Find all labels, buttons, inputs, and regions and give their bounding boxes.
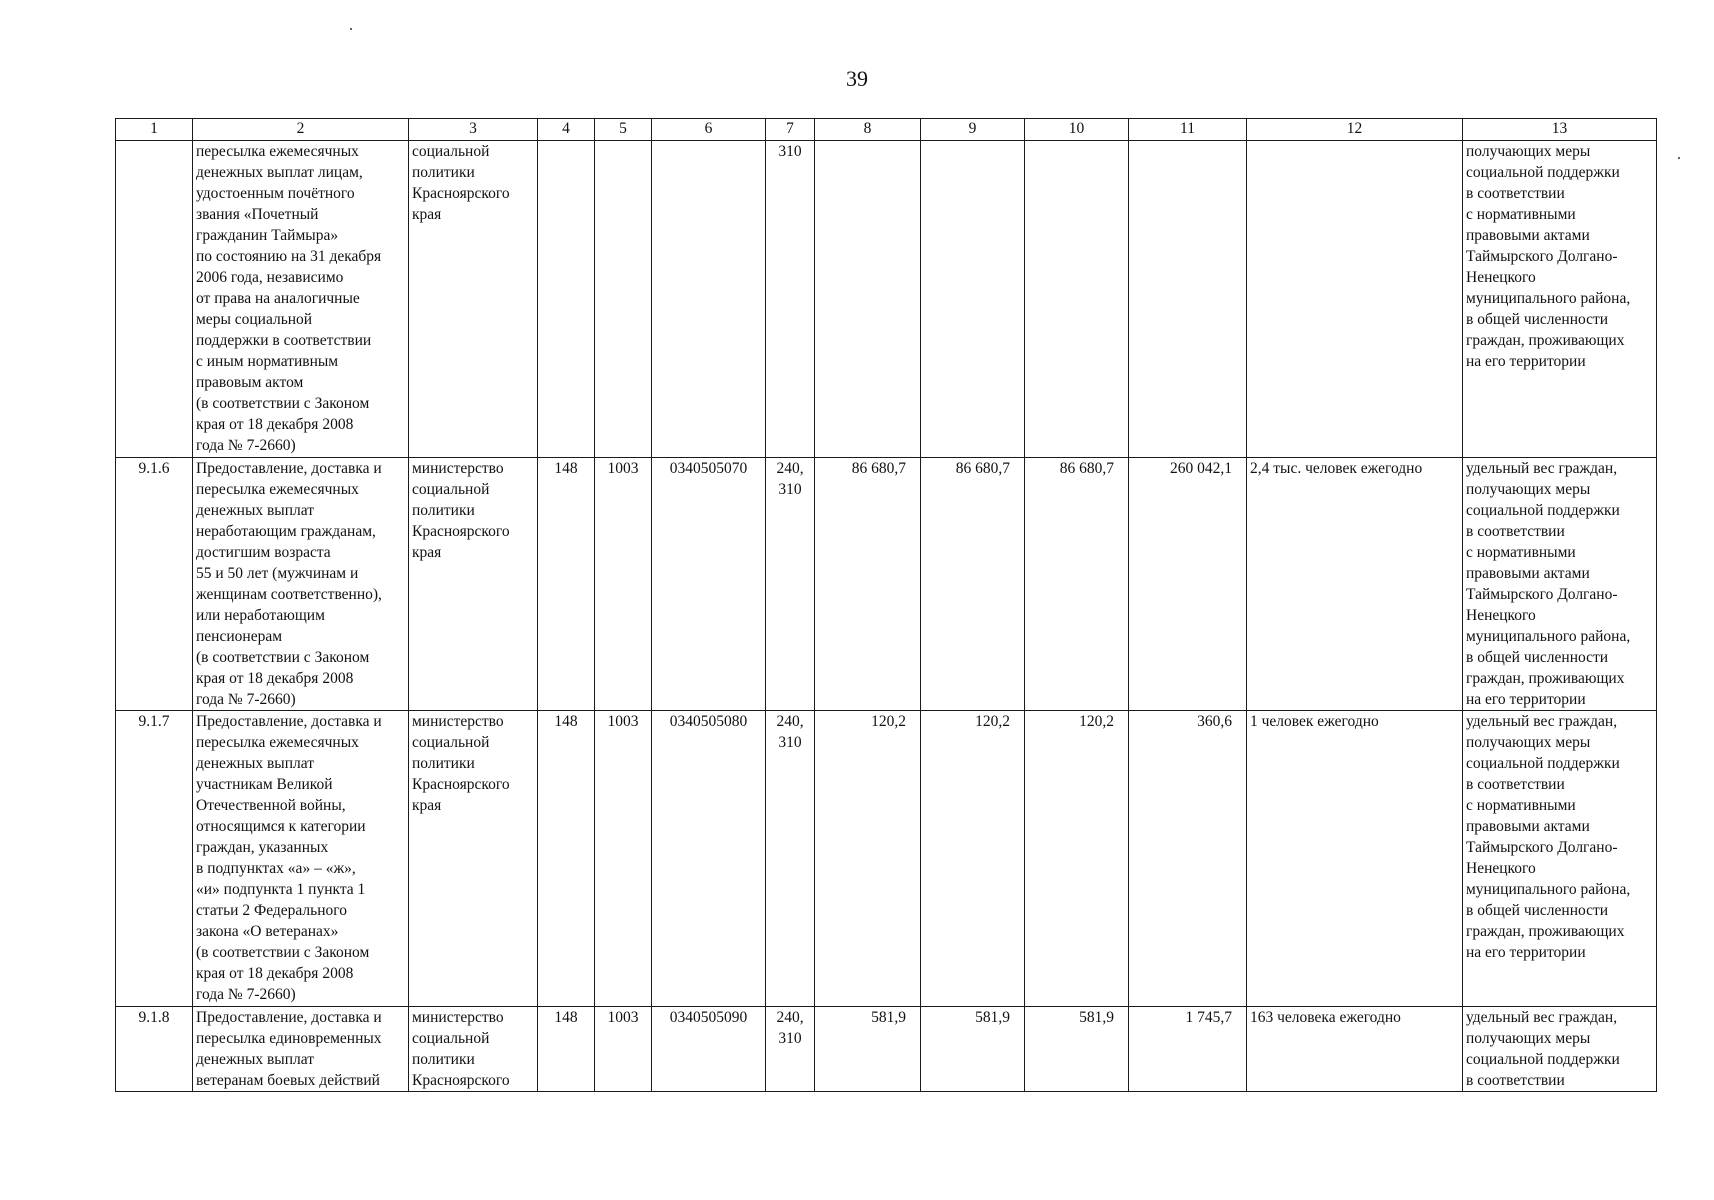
- indicator: [1463, 458, 1657, 711]
- column-number-row: [116, 119, 1657, 141]
- item-number: 9.1.7: [116, 711, 193, 1007]
- section-code: 1003: [595, 1007, 652, 1092]
- expense-type-text: 240, 310: [776, 713, 804, 751]
- measure-description: [193, 141, 409, 458]
- measure-description-text: пересылка ежемесячных денежных выплат лицам, удостоенным почётного звания «Почетный гражданин Таймыра» по состоянию на 31 декабря 2006 года, независимо от права на аналогичные меры социальной поддержки в соответствии с иным нормативным правовым актом (в соответствии с Законом края от 18 декабря 2008 года № 7-2660): [196, 143, 382, 454]
- administrator: [409, 1007, 538, 1092]
- budget-measures-table: [115, 118, 1657, 1092]
- amount-total: 360,6: [1129, 711, 1247, 1007]
- amount-year-2: 581,9: [921, 1007, 1025, 1092]
- amount-total: 1 745,7: [1129, 1007, 1247, 1092]
- administrator-text: социальной политики Красноярского края: [412, 143, 510, 223]
- administrator-text: министерство социальной политики Красноярского края: [412, 713, 510, 814]
- measure-description-text: Предоставление, доставка и пересылка ежемесячных денежных выплат неработающим гражданам, достигшим возраста 55 и 50 лет (мужчинам и женщинам соответственно), или неработающим пенсионерам (в соответствии с Законом края от 18 декабря 2008 года № 7-2660): [196, 460, 382, 708]
- amount-year-2: 120,2: [921, 711, 1025, 1007]
- expense-type-text: 240, 310: [776, 1009, 804, 1047]
- expense-type: [766, 711, 815, 1007]
- indicator: [1463, 711, 1657, 1007]
- administrator: [409, 458, 538, 711]
- amount-year-1: 86 680,7: [815, 458, 921, 711]
- indicator-text: удельный вес граждан, получающих меры социальной поддержки в соответствии с нормативными правовыми актами Таймырского Долгано- Ненецкого муниципального района, в общей численности граждан, проживающих на его территории: [1466, 460, 1631, 708]
- section-code: 1003: [595, 458, 652, 711]
- column-number: 12: [1247, 119, 1463, 141]
- column-number: 11: [1129, 119, 1247, 141]
- target-article: [652, 141, 766, 458]
- amount-year-1: 120,2: [815, 711, 921, 1007]
- expense-type: [766, 141, 815, 458]
- amount-year-2: [921, 141, 1025, 458]
- column-number: 13: [1463, 119, 1657, 141]
- expected-result: 2,4 тыс. человек ежегодно: [1247, 458, 1463, 711]
- amount-year-2: 86 680,7: [921, 458, 1025, 711]
- amount-total: 260 042,1: [1129, 458, 1247, 711]
- target-article: 0340505070: [652, 458, 766, 711]
- grbs-code: 148: [538, 1007, 595, 1092]
- measure-description: [193, 458, 409, 711]
- amount-year-1: [815, 141, 921, 458]
- expected-result: 163 человека ежегодно: [1247, 1007, 1463, 1092]
- measure-description: [193, 1007, 409, 1092]
- administrator-text: министерство социальной политики Красноярского: [412, 1009, 510, 1089]
- target-article: 0340505090: [652, 1007, 766, 1092]
- indicator: [1463, 1007, 1657, 1092]
- column-number: 9: [921, 119, 1025, 141]
- indicator-text: получающих меры социальной поддержки в соответствии с нормативными правовыми актами Таймырского Долгано- Ненецкого муниципального района, в общей численности граждан, проживающих на его территории: [1466, 143, 1631, 370]
- table-row: [116, 458, 1657, 711]
- grbs-code: [538, 141, 595, 458]
- table-row: [116, 1007, 1657, 1092]
- column-number: 8: [815, 119, 921, 141]
- column-number: 3: [409, 119, 538, 141]
- column-number: 10: [1025, 119, 1129, 141]
- amount-year-3: [1025, 141, 1129, 458]
- expense-type-text: 240, 310: [776, 460, 804, 498]
- indicator-text: удельный вес граждан, получающих меры социальной поддержки в соответствии: [1466, 1009, 1620, 1089]
- scan-speck: [1678, 157, 1680, 159]
- administrator-text: министерство социальной политики Красноярского края: [412, 460, 510, 561]
- item-number: 9.1.6: [116, 458, 193, 711]
- column-number: 5: [595, 119, 652, 141]
- administrator: [409, 141, 538, 458]
- column-number: 6: [652, 119, 766, 141]
- indicator-text: удельный вес граждан, получающих меры социальной поддержки в соответствии с нормативными правовыми актами Таймырского Долгано- Ненецкого муниципального района, в общей численности граждан, проживающих на его территории: [1466, 713, 1631, 961]
- section-code: 1003: [595, 711, 652, 1007]
- column-number: 7: [766, 119, 815, 141]
- expense-type: [766, 1007, 815, 1092]
- amount-total: [1129, 141, 1247, 458]
- scan-speck: [350, 28, 352, 30]
- amount-year-3: 86 680,7: [1025, 458, 1129, 711]
- expense-type: [766, 458, 815, 711]
- table-row: [116, 141, 1657, 458]
- expense-type-text: 310: [778, 143, 802, 160]
- administrator: [409, 711, 538, 1007]
- column-number: 4: [538, 119, 595, 141]
- target-article: 0340505080: [652, 711, 766, 1007]
- amount-year-1: 581,9: [815, 1007, 921, 1092]
- grbs-code: 148: [538, 458, 595, 711]
- amount-year-3: 581,9: [1025, 1007, 1129, 1092]
- grbs-code: 148: [538, 711, 595, 1007]
- table-row: [116, 711, 1657, 1007]
- measure-description: [193, 711, 409, 1007]
- expected-result: [1247, 141, 1463, 458]
- indicator: [1463, 141, 1657, 458]
- item-number: 9.1.8: [116, 1007, 193, 1092]
- amount-year-3: 120,2: [1025, 711, 1129, 1007]
- expected-result: 1 человек ежегодно: [1247, 711, 1463, 1007]
- page-number: 39: [846, 66, 868, 91]
- item-number: [116, 141, 193, 458]
- measure-description-text: Предоставление, доставка и пересылка единовременных денежных выплат ветеранам боевых действий: [196, 1009, 382, 1089]
- column-number: 1: [116, 119, 193, 141]
- section-code: [595, 141, 652, 458]
- column-number: 2: [193, 119, 409, 141]
- measure-description-text: Предоставление, доставка и пересылка ежемесячных денежных выплат участникам Великой Отечественной войны, относящимся к категории граждан, указанных в подпунктах «а» – «ж», «и» подпункта 1 пункта 1 статьи 2 Федерального закона «О ветеранах» (в соответствии с Законом края от 18 декабря 2008 года № 7-2660): [196, 713, 382, 1003]
